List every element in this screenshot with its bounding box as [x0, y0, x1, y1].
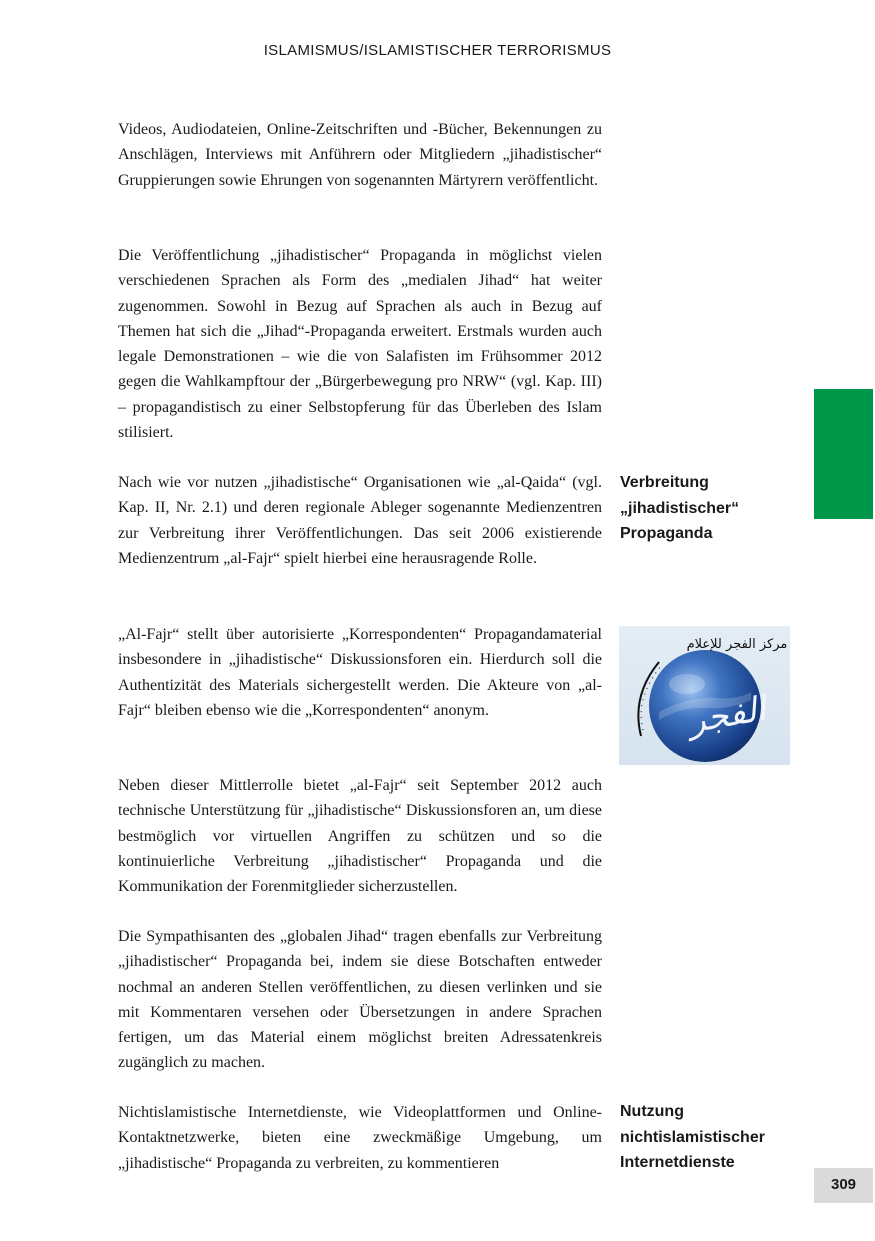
logo-glare: [669, 674, 705, 694]
side-heading-line: Propaganda: [620, 525, 713, 542]
paragraph-internet-services: Nichtislamistische Internetdienste, wie Videoplattformen und Online-Kontaktnetzwerke, bieten eine zweckmäßige Umgebung, um „jihadistische“ Propaganda zu verbreiten, zu kommentieren: [118, 1104, 602, 1172]
paragraph-correspondents: „Al-Fajr“ stellt über autorisierte „Korrespondenten“ Propagandamaterial insbesondere in „jihadistische“ Diskussionsforen ein. Hierdurch soll die Authentizität des Materials sichergestellt werden. Die Akteure von „al-Fajr“ bleiben ebenso wie die „Korrespondenten“ anonym.: [118, 626, 602, 719]
al-fajr-logo-graphic: [619, 626, 790, 765]
side-heading-propaganda: [620, 470, 800, 547]
paragraph-languages: Die Veröffentlichung „jihadistischer“ Propaganda in möglichst vielen verschiedenen Sprachen als Form des „medialen Jihad“ hat weiter zugenommen. Sowohl in Bezug auf Sprachen als auch in Bezug auf Themen hat sich die „Jihad“-Propaganda erweitert. Erstmals wurden auch legale Demonstrationen – wie die von Salafisten im Frühsommer 2012 gegen die Wahlkampftour der „Bürgerbewegung pro NRW“ (vgl. Kap. III) – propagandistisch zu einer Selbstopferung für das Überleben des Islam stilisiert.: [118, 247, 602, 442]
side-heading-line: „jihadistischer“: [620, 499, 740, 517]
running-header: ISLAMISMUS/ISLAMISTISCHER TERRORISMUS: [263, 42, 612, 59]
logo-arabic-text: مركز الفجر للإعلام: [686, 637, 788, 652]
paragraph-sympathizers: Die Sympathisanten des „globalen Jihad“ tragen ebenfalls zur Verbreitung „jihadistischer“ Propaganda bei, indem sie diese Botschaften entweder nochmal an anderen Stellen veröffentlichen, zu diesen verlinken und sie mit Kommentaren versehen oder Übersetzungen in andere Sprachen fertigen, um das Material einem möglichst breiten Adressatenkreis zugänglich zu machen.: [118, 928, 602, 1072]
page-number: 309: [814, 1168, 873, 1203]
side-heading-line: Verbreitung: [620, 474, 709, 491]
side-heading-line: Nutzung: [620, 1103, 684, 1120]
logo-glyph-text: الفجر: [685, 688, 769, 742]
side-heading-internet: [620, 1099, 800, 1176]
paragraph-media-types: Videos, Audiodateien, Online-Zeitschriften und -Bücher, Bekennungen zu Anschlägen, Interviews mit Anführern oder Mitgliedern „jihadistischer“ Gruppierungen sowie Ehrungen von sogenannten Märtyrern veröffentlicht.: [118, 121, 602, 189]
side-heading-line: Internetdienste: [620, 1154, 735, 1171]
section-color-tab: [814, 389, 873, 519]
paragraph-media-centers: Nach wie vor nutzen „jihadistische“ Organisationen wie „al-Qaida“ (vgl. Kap. II, Nr. 2.1) und deren regionale Ableger sogenannte Medienzentren zur Verbreitung ihrer Veröffentlichungen. Das seit 2006 existierende Medienzentrum „al-Fajr“ spielt hierbei eine herausragende Rolle.: [118, 474, 602, 567]
side-heading-line: nichtislamistischer: [620, 1128, 765, 1146]
paragraph-technical-support: Neben dieser Mittlerrolle bietet „al-Fajr“ seit September 2012 auch technische Unterstützung für „jihadistische“ Diskussionsforen an, um diese bestmöglich vor virtuellen Angriffen zu schützen und so die kontinuierliche Verbreitung „jihadistischer“ Propaganda und die Kommunikation der Forenmitglieder sicherzustellen.: [118, 777, 602, 896]
al-fajr-logo: [619, 626, 790, 765]
